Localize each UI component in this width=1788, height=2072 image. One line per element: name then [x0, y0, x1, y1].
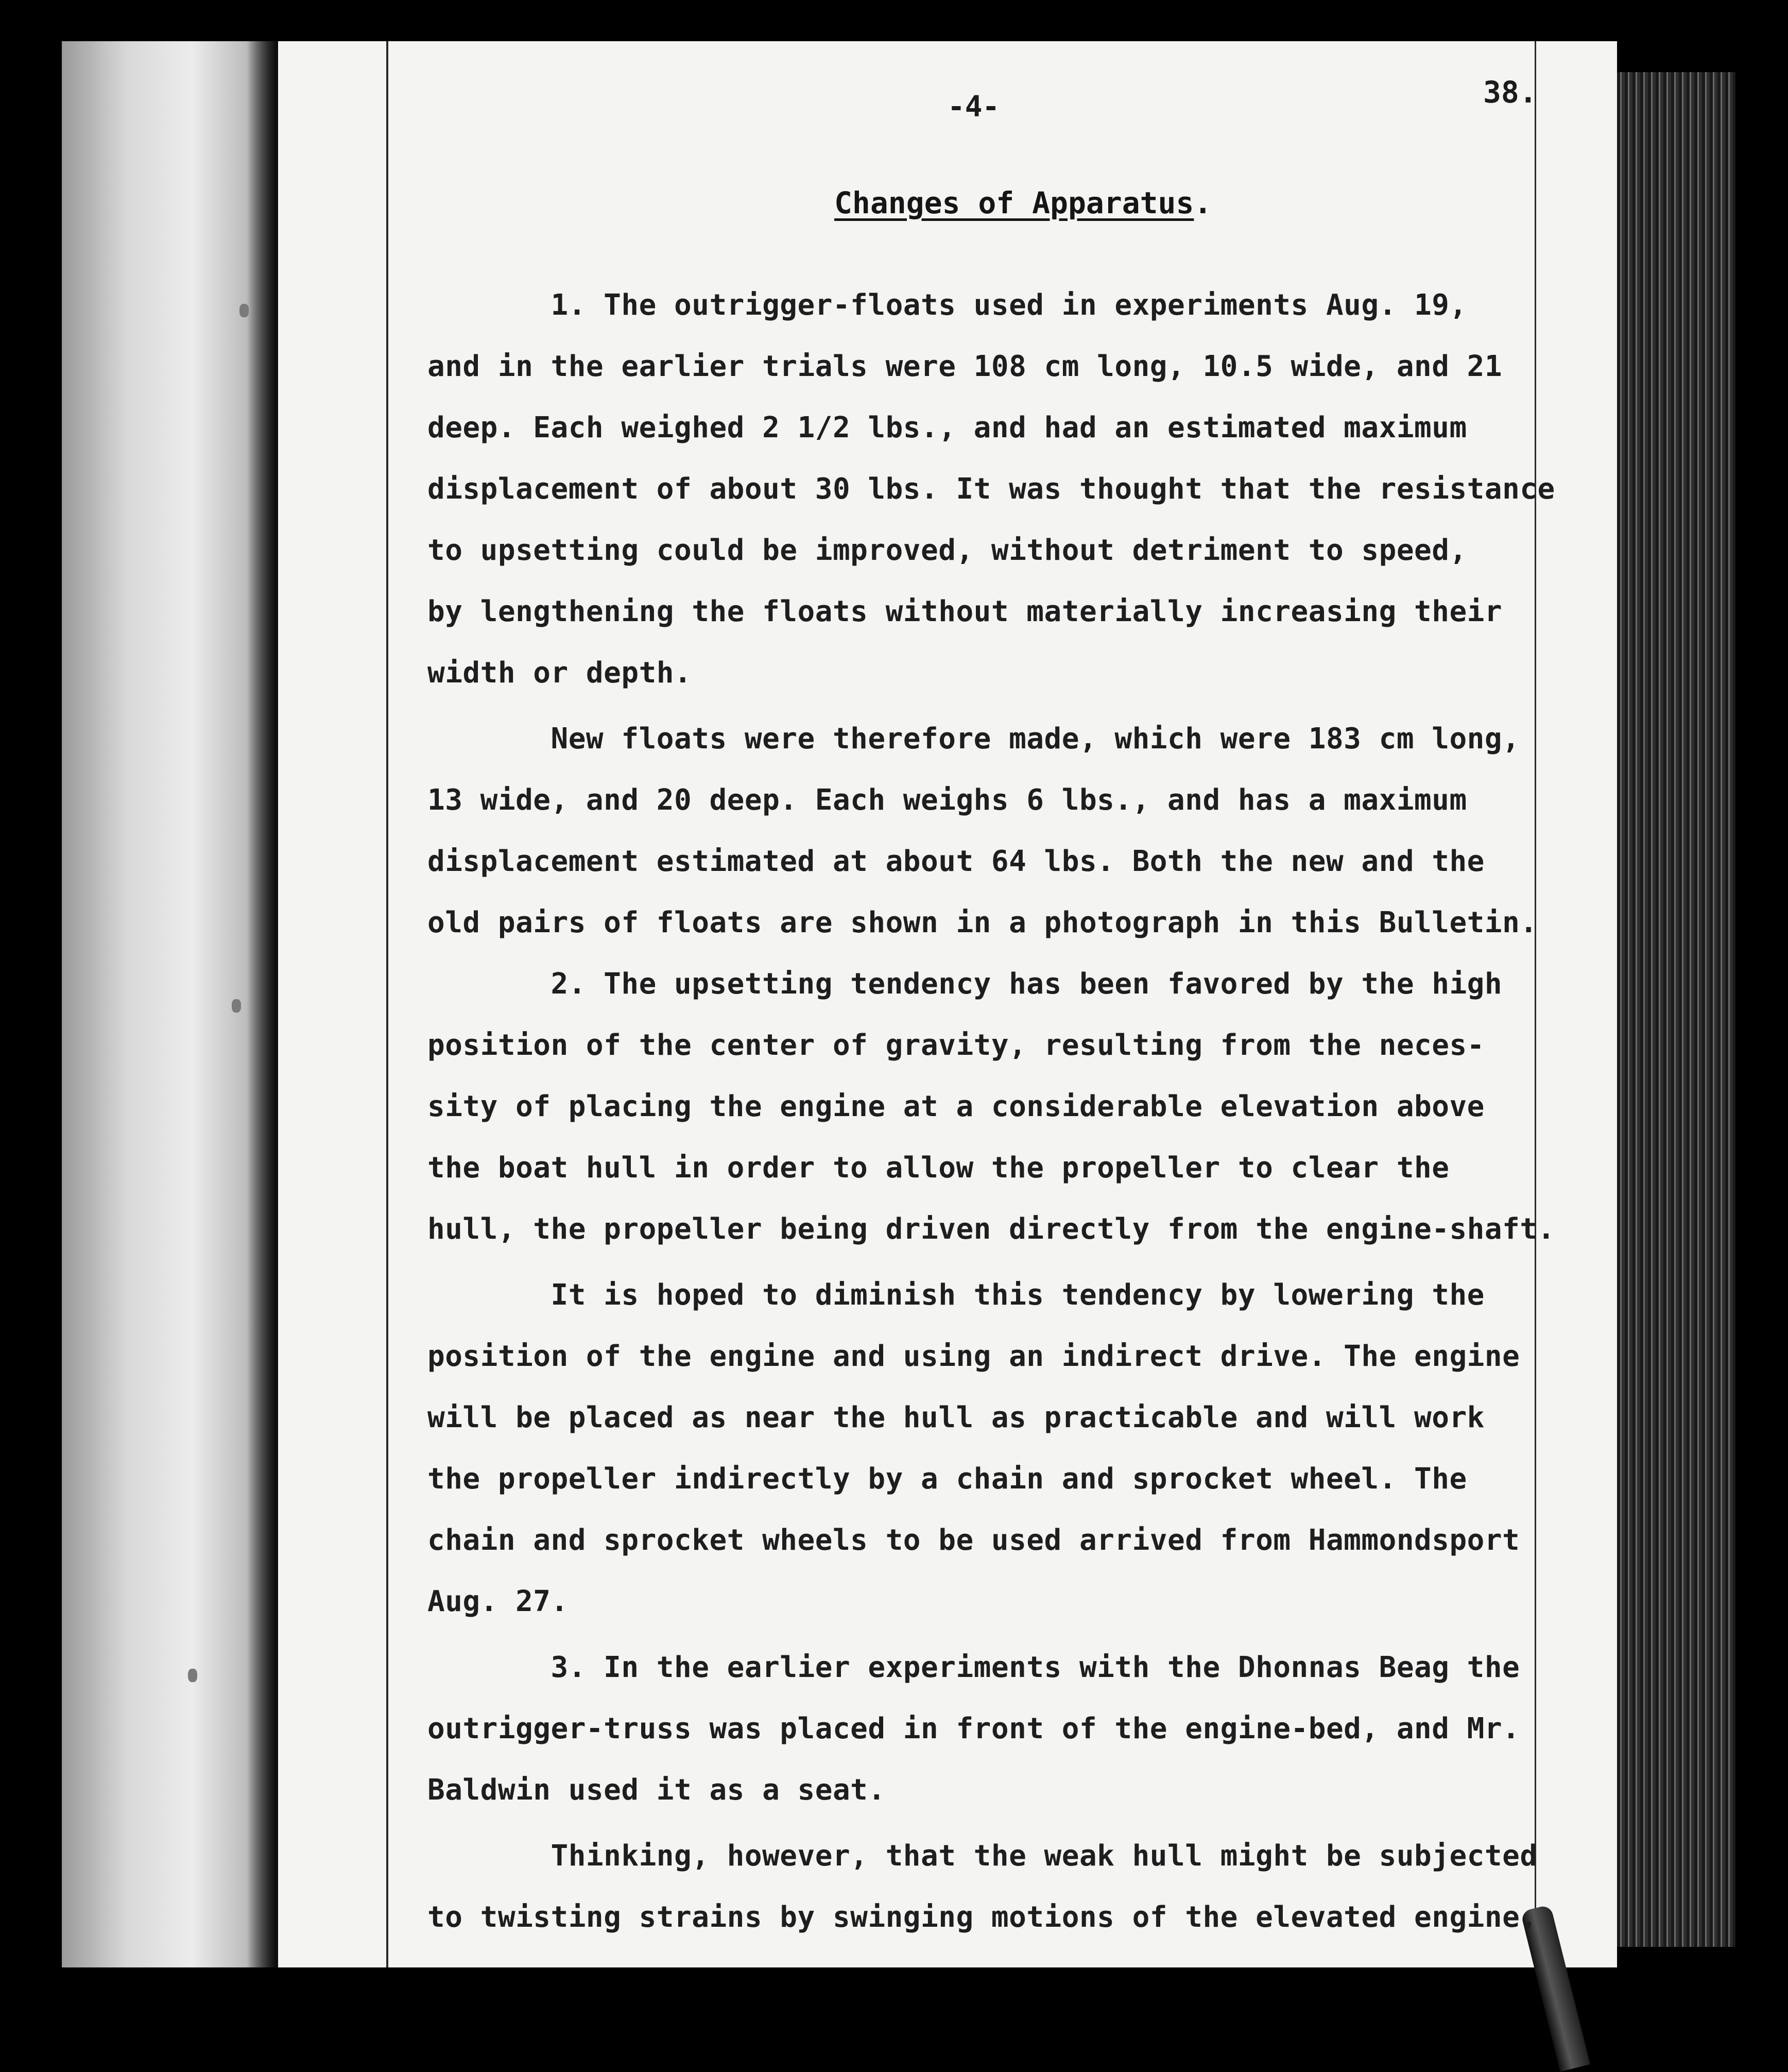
- text-line: outrigger-truss was placed in front of the engine-bed, and Mr.: [427, 1712, 1520, 1745]
- text-line: the propeller indirectly by a chain and sprocket wheel. The: [427, 1462, 1467, 1496]
- text-line: to twisting strains by swinging motions of the elevated engine,: [427, 1900, 1538, 1934]
- text-line: position of the center of gravity, resulting from the neces-: [427, 1029, 1485, 1062]
- text-line: 2. The upsetting tendency has been favored by the high: [427, 967, 1503, 1001]
- text-line: to upsetting could be improved, without detriment to speed,: [427, 534, 1467, 567]
- text-line: displacement estimated at about 64 lbs. Both the new and the: [427, 845, 1485, 878]
- left-margin-rule: [386, 41, 388, 1967]
- facing-page: [62, 41, 278, 1967]
- section-heading: [834, 185, 1212, 220]
- text-line: Aug. 27.: [427, 1585, 569, 1618]
- text-line: 13 wide, and 20 deep. Each weighs 6 lbs., and has a maximum: [427, 783, 1467, 817]
- page-edges: [1617, 72, 1761, 1947]
- text-line: 3. In the earlier experiments with the Dhonnas Beag the: [427, 1651, 1520, 1684]
- right-margin-rule: [1535, 41, 1536, 1967]
- page-number: -4-: [948, 90, 1000, 124]
- text-line: will be placed as near the hull as practicable and will work: [427, 1401, 1485, 1434]
- folio-number: 38.: [1483, 75, 1537, 110]
- heading-text: Changes of Apparatus: [834, 185, 1194, 220]
- text-line: the boat hull in order to allow the propeller to clear the: [427, 1151, 1450, 1185]
- text-line: It is hoped to diminish this tendency by lowering the: [427, 1278, 1485, 1312]
- text-line: New floats were therefore made, which were 183 cm long,: [427, 722, 1520, 756]
- binding-hole-mark: [188, 1669, 197, 1682]
- text-line: Baldwin used it as a seat.: [427, 1773, 886, 1807]
- heading-period: .: [1194, 185, 1212, 220]
- text-line: deep. Each weighed 2 1/2 lbs., and had an estimated maximum: [427, 411, 1467, 444]
- text-line: hull, the propeller being driven directly from the engine-shaft.: [427, 1212, 1555, 1246]
- text-line: position of the engine and using an indirect drive. The engine: [427, 1340, 1520, 1373]
- text-line: old pairs of floats are shown in a photograph in this Bulletin.: [427, 906, 1538, 939]
- text-line: Thinking, however, that the weak hull might be subjected: [427, 1839, 1538, 1873]
- text-line: sity of placing the engine at a considerable elevation above: [427, 1090, 1485, 1123]
- text-line: 1. The outrigger-floats used in experiments Aug. 19,: [427, 288, 1467, 322]
- binding-hole-mark: [232, 999, 241, 1013]
- text-line: width or depth.: [427, 656, 692, 690]
- text-line: by lengthening the floats without materially increasing their: [427, 595, 1503, 628]
- text-line: chain and sprocket wheels to be used arrived from Hammondsport: [427, 1523, 1520, 1557]
- text-line: displacement of about 30 lbs. It was thought that the resistance: [427, 472, 1555, 506]
- text-line: and in the earlier trials were 108 cm long, 10.5 wide, and 21: [427, 350, 1503, 383]
